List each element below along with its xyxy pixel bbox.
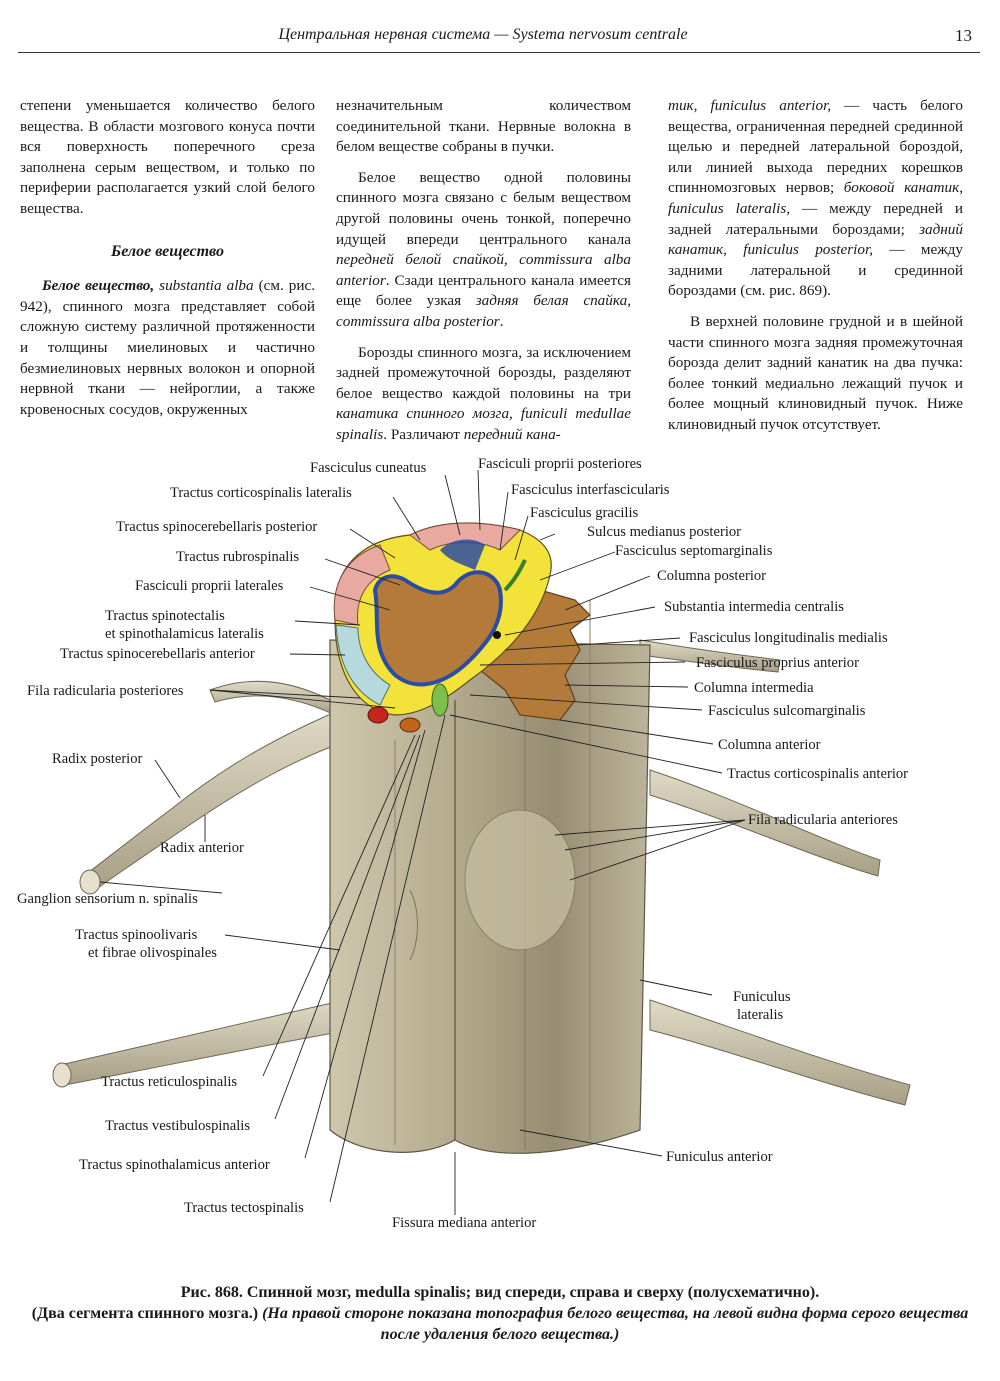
label-tractus-vestibulospinalis: Tractus vestibulospinalis [105, 1118, 250, 1134]
label-fasciculus-proprius-anterior: Fasciculus proprius anterior [696, 655, 859, 671]
term: задняя белая спайка, commissura alba posterior [336, 292, 631, 330]
label-fibrae-olivospinales: et fibrae olivospinales [88, 945, 217, 961]
caption-note [20, 1303, 980, 1345]
paragraph-text: (см. рис. 942), спинного мозга представляет собой сложную систему различной протяженности и толщины миелиновых и частично безмиелиновых нервных волокон и опорной нервной ткани — нейроглии, а также кровеносных сосудов, окруженных [20, 277, 316, 418]
label-funiculus-anterior: Funiculus anterior [666, 1149, 773, 1165]
paragraph-text: — между передней и задней латеральными бороздами; [668, 199, 963, 238]
section-heading: Белое вещество [111, 242, 224, 260]
label-fila-radicularia-anteriores: Fila radicularia anteriores [748, 812, 898, 828]
paragraph-text: . [499, 312, 504, 330]
left-spinal-nerves [60, 681, 350, 1085]
latin-term: substantia alba [159, 277, 254, 295]
label-tractus-spinothalamicus-anterior: Tractus spinothalamicus anterior [79, 1157, 270, 1173]
label-tractus-corticospinalis-lateralis: Tractus corticospinalis lateralis [170, 485, 352, 501]
label-fasciculus-septomarginalis: Fasciculus septomarginalis [615, 543, 773, 559]
label-fasciculus-sulcomarginalis: Fasciculus sulcomarginalis [708, 703, 866, 719]
label-funiculus: Funiculus [733, 989, 791, 1005]
term: задний канатик, funiculus posterior, [668, 220, 963, 259]
label-radix-anterior: Radix anterior [160, 840, 244, 856]
label-tractus-rubrospinalis: Tractus rubrospinalis [176, 549, 300, 565]
spinal-cord-illustration [0, 440, 1000, 1240]
text-column-1 [20, 96, 315, 420]
label-tractus-spinocerebellaris-posterior: Tractus spinocerebellaris posterior [116, 519, 318, 535]
figure-caption [20, 1282, 980, 1345]
term: канатика спинного мозга, funiculi medullae spinalis [336, 405, 631, 443]
label-fasciculi-proprii-posteriores: Fasciculi proprii posteriores [478, 456, 642, 472]
paragraph [668, 96, 963, 302]
label-radix-posterior: Radix posterior [52, 751, 143, 767]
text-column-3 [668, 96, 963, 436]
label-tractus-reticulospinalis: Tractus reticulospinalis [101, 1074, 238, 1090]
running-header [18, 20, 980, 53]
page-number: 13 [955, 26, 972, 45]
term: Белое вещество, [42, 277, 155, 295]
label-substantia-intermedia-centralis: Substantia intermedia centralis [664, 599, 844, 615]
paragraph-text: Белое вещество одной половины спинного мозга связано с белым веществом другой половины очень тонкой, поперечно идущей впереди центрального канала [336, 168, 631, 248]
term: передней белой спайкой, commissura alba anterior [336, 251, 631, 289]
label-fasciculi-proprii-laterales: Fasciculi proprii laterales [135, 578, 284, 594]
label-tractus-tectospinalis: Tractus tectospinalis [184, 1200, 304, 1216]
label-fissura-mediana-anterior: Fissura mediana anterior [392, 1215, 537, 1231]
running-title: Центральная нервная система — Systema nervosum centrale [278, 26, 688, 43]
term: передний кана- [463, 425, 561, 443]
paragraph-text: . Различают [383, 425, 464, 443]
label-tractus-corticospinalis-anterior: Tractus corticospinalis anterior [727, 766, 909, 782]
paragraph-text: — между задними латеральной и срединной бороздами (см. рис. 869). [668, 241, 964, 300]
label-fasciculus-longitudinalis-medialis: Fasciculus longitudinalis medialis [689, 630, 888, 646]
label-lateralis: lateralis [737, 1007, 784, 1023]
figure-spinal-cord [0, 440, 1000, 1240]
label-ganglion-sensorium: Ganglion sensorium n. spinalis [17, 891, 198, 907]
label-fila-radicularia-posteriores: Fila radicularia posteriores [27, 683, 184, 699]
paragraph [336, 168, 631, 333]
label-fasciculus-cuneatus: Fasciculus cuneatus [310, 460, 427, 476]
text-column-2 [336, 96, 631, 446]
term: тик, funiculus anterior, [668, 97, 832, 114]
paragraph: В верхней половине грудной и в шейной части спинного мозга задняя промежуточная борозда делит задний канатик на два пучка: более тонкий медиально лежащий пучок и более мощный клиновидный пучок. Ниже клиновидный пучок отсутствует. [668, 312, 963, 433]
caption-subtitle: (Два сегмента спинного мозга.) [31, 1305, 259, 1322]
paragraph: степени уменьшается количество белого вещества. В области мозгового конуса почти вся поверхность поперечного среза заполнена серым веществом, и только по периферии располагается узкий слой белого вещества. [20, 97, 315, 217]
paragraph: незначительным количеством соединительной ткани. Нервные волокна в белом веществе собраны в пучки. [336, 97, 631, 156]
paragraph-text: Борозды спинного мозга, за исключением задней промежуточной борозды, разделяют белое вещество каждой половины на три [336, 343, 631, 402]
label-spinothalamicus-lateralis: et spinothalamicus lateralis [105, 626, 264, 642]
label-columna-anterior: Columna anterior [718, 737, 821, 753]
paragraph [20, 276, 315, 420]
label-tractus-spinocerebellaris-anterior: Tractus spinocerebellaris anterior [60, 646, 255, 662]
label-tractus-spinoolivaris: Tractus spinoolivaris [75, 927, 198, 943]
label-sulcus-medianus-posterior: Sulcus medianus posterior [587, 524, 742, 540]
label-columna-intermedia: Columna intermedia [694, 680, 814, 696]
paragraph [336, 343, 631, 446]
label-tractus-spinotectalis: Tractus spinotectalis [105, 608, 225, 624]
nerve-cut-end [53, 1063, 71, 1087]
caption-explanation: (На правой стороне показана топография белого вещества, на левой видна форма серого вещества после удаления белого вещества.) [258, 1305, 969, 1343]
caption-title: Рис. 868. Спинной мозг, medulla spinalis; вид спереди, справа и сверху (полусхематично). [180, 1284, 820, 1301]
label-columna-posterior: Columna posterior [657, 568, 767, 584]
paragraph-text: — часть белого вещества, ограниченная передней срединной щелью и передней латеральной бороздой, или линией выхода передних корешков спинномозговых нервов; [668, 97, 963, 197]
label-fasciculus-interfascicularis: Fasciculus interfascicularis [511, 482, 670, 498]
paragraph-text: . Сзади центрального канала имеется еще более узкая [336, 271, 631, 310]
term: боковой канатик, funiculus lateralis, [668, 179, 963, 217]
label-fasciculus-gracilis: Fasciculus gracilis [530, 505, 639, 521]
